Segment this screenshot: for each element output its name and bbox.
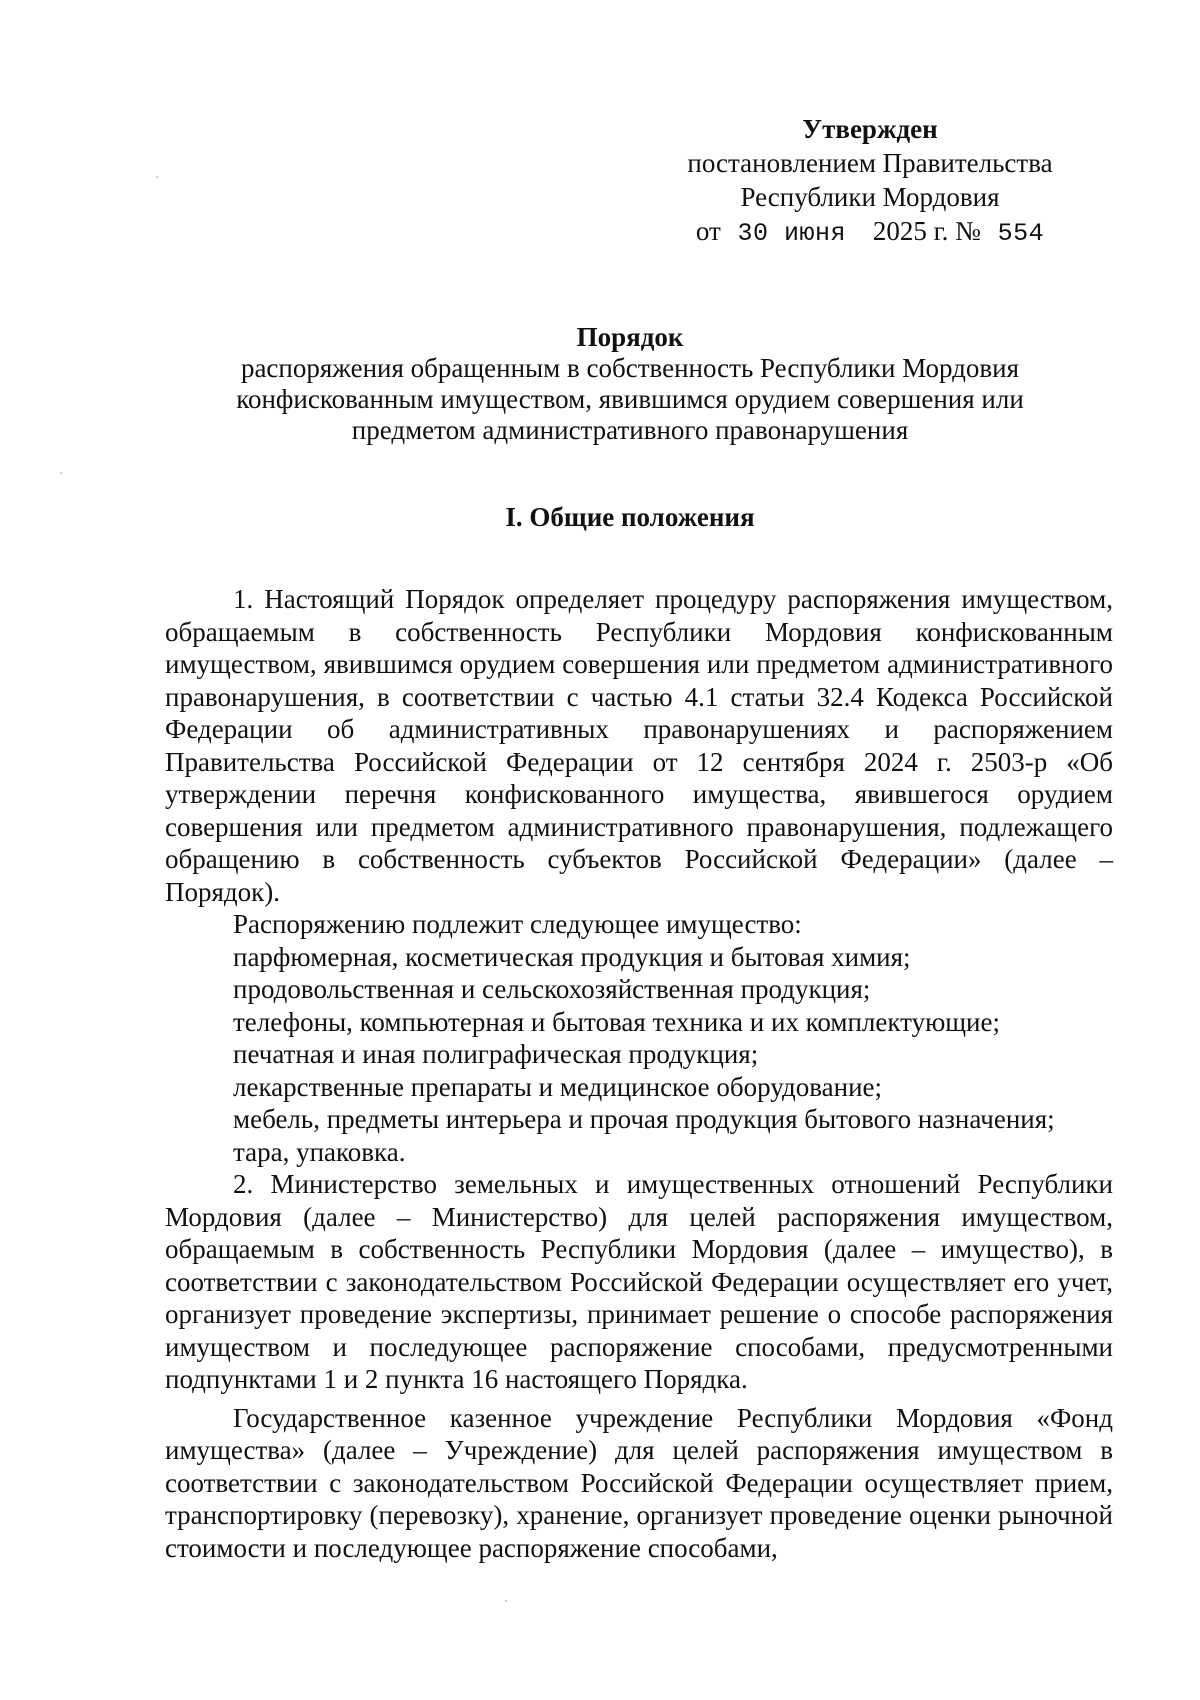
document-subtitle-line-1: распоряжения обращенным в собственность Республики Мордовия xyxy=(240,353,1020,383)
paragraph-3: Государственное казенное учреждение Республики Мордовия «Фонд имущества» (далее – Учреждение) для целей распоряжения имуществом в соответствии с законодательством Российской Федерации осуществляет прием, транспортировку (перевозку), хранение, организует проведение оценки рыночной стоимости и последующее распоряжение способами, xyxy=(165,1402,1113,1563)
list-item: тара, упаковка. xyxy=(233,1136,406,1167)
document-title: Порядок xyxy=(576,322,684,352)
list-item: мебель, предметы интерьера и прочая продукция бытового назначения; xyxy=(233,1104,1055,1134)
approval-number: 554 xyxy=(997,219,1045,248)
approval-line-1: постановлением Правительства xyxy=(687,148,1053,178)
document-subtitle-line-3: предметом административного правонарушения xyxy=(351,415,909,445)
scan-speck xyxy=(60,472,62,474)
paragraph-2: 2. Министерство земельных и имущественных отношений Республики Мордовия (далее – Министерство) для целей распоряжения имуществом, обращаемым в собственность Республики Мордовия (далее – имущество), в соответствии с законодательством Российской Федерации осуществляет его учет, организует проведение экспертизы, принимает решение о способе распоряжения имуществом и последующее распоряжение способами, предусмотренными подпунктами 1 и 2 пункта 16 настоящего Порядка. xyxy=(165,1169,1113,1394)
list-item: продовольственная и сельскохозяйственная продукция; xyxy=(233,974,871,1004)
approval-stamp xyxy=(660,112,1080,251)
list-item: парфюмерная, косметическая продукция и бытовая химия; xyxy=(233,941,911,972)
document-title-block xyxy=(150,322,1110,446)
paragraph-1: 1. Настоящий Порядок определяет процедуру распоряжения имуществом, обращаемым в собственность Республики Мордовия конфискованным имуществом, явившимся орудием совершения или предметом административного правонарушения, в соответствии с частью 4.1 статьи 32.4 Кодекса Российской Федерации об административных правонарушениях и распоряжением Правительства Российской Федерации от 12 сентября 2024 г. 2503-р «Об утверждении перечня конфискованного имущества, явившегося орудием совершения или предметом административного правонарушения, подлежащего обращению в собственность субъектов Российской Федерации» (далее – Порядок). xyxy=(165,584,1113,907)
approval-date-line xyxy=(660,214,1080,251)
list-item: телефоны, компьютерная и бытовая техника и их комплектующие; xyxy=(233,1006,1000,1037)
document-subtitle-line-2: конфискованным имуществом, явившимся орудием совершения или xyxy=(236,384,1024,414)
approval-date-prefix: от xyxy=(695,216,721,246)
approval-date: 30 июня xyxy=(737,219,847,248)
approval-year: 2025 г. № xyxy=(872,216,981,246)
document-body xyxy=(165,583,1113,1564)
list-item: печатная и иная полиграфическая продукция; xyxy=(233,1039,759,1069)
scan-speck xyxy=(505,1600,507,1602)
approval-title: Утвержден xyxy=(802,114,938,144)
scan-speck xyxy=(156,176,158,178)
list-item: лекарственные препараты и медицинское оборудование; xyxy=(233,1071,883,1102)
list-intro: Распоряжению подлежит следующее имущество: xyxy=(233,909,802,939)
section-heading: I. Общие положения xyxy=(505,502,755,532)
approval-line-2: Республики Мордовия xyxy=(740,182,1000,212)
